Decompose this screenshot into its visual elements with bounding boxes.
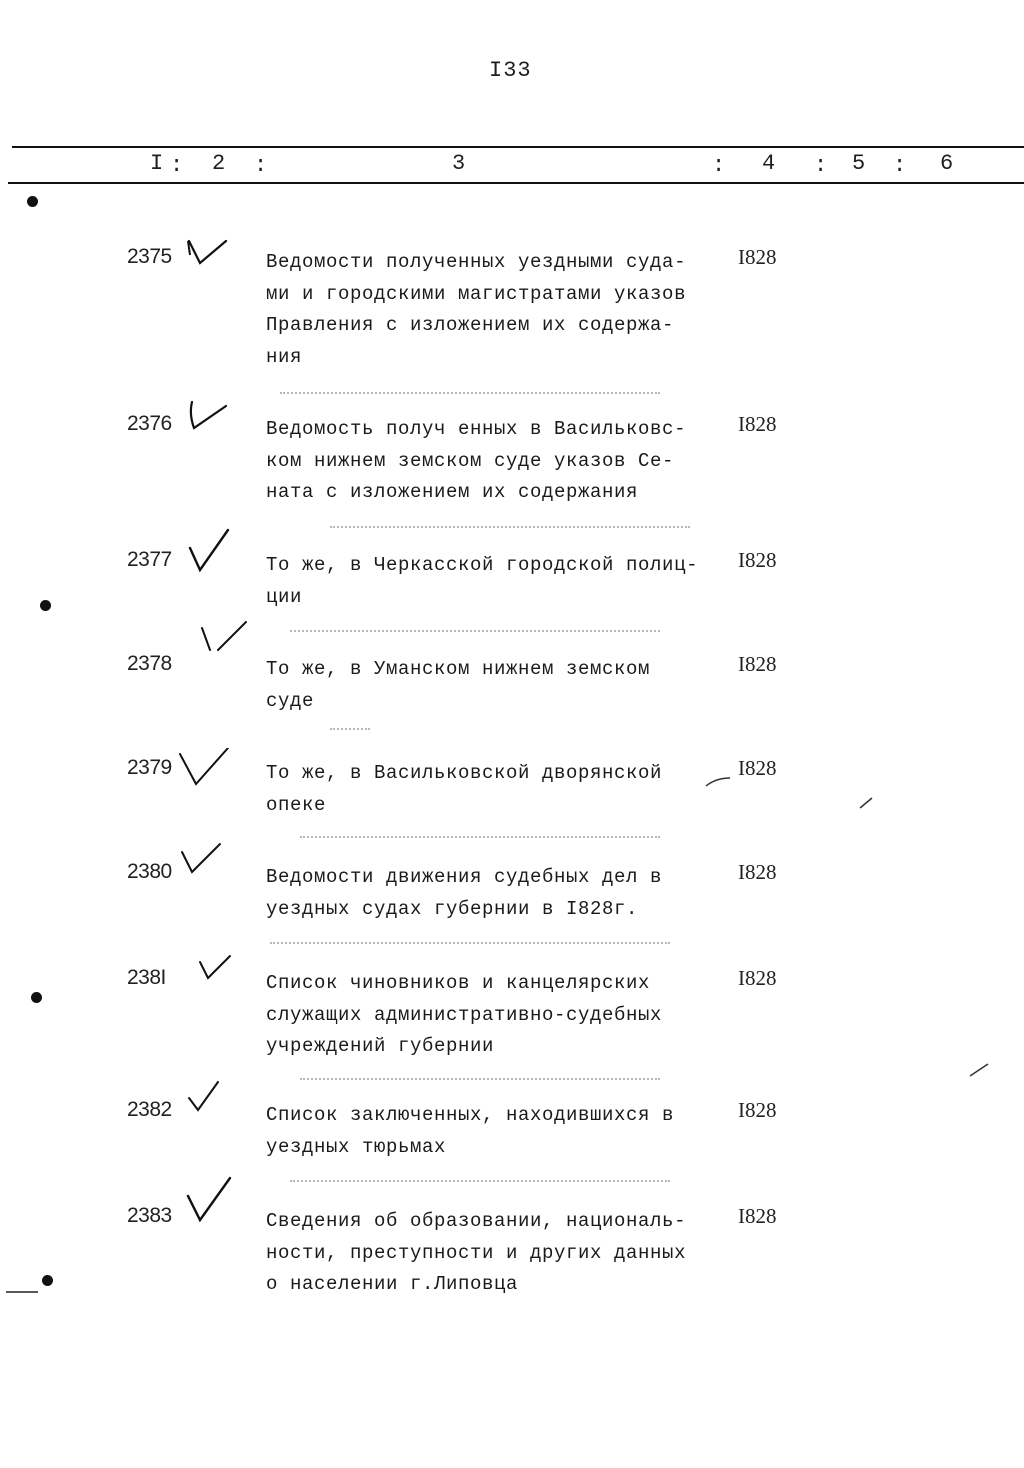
- checkmark-icon: [196, 620, 256, 664]
- row-divider: [300, 1078, 660, 1080]
- record-title: Ведомости полученных уездными суда- ми и городскими магистратами указов Правления с изложением их содержа- ния: [266, 251, 687, 368]
- record-title: То же, в Черкасской городской полиц- ции: [266, 554, 699, 608]
- record-number: 2376: [127, 412, 172, 435]
- column-header-3: 3: [452, 151, 466, 176]
- record-title: Сведения об образовании, националь- ности, преступности и других данных о населении г.Липовца: [266, 1210, 687, 1295]
- record-number: 2377: [127, 548, 172, 571]
- row-divider: [300, 836, 660, 838]
- checkmark-icon: [186, 1080, 226, 1120]
- record-title: Ведомость получ енных в Васильковс- ком нижнем земском суде указов Се- ната с изложением их содержания: [266, 418, 687, 503]
- checkmark-icon: [184, 1174, 234, 1230]
- record-number: 2375: [127, 245, 172, 268]
- row-divider: [290, 1180, 670, 1182]
- record-title: Список заключенных, находившихся в уездных тюрьмах: [266, 1104, 675, 1158]
- record-number: 238I: [127, 966, 166, 989]
- margin-dash-mark: [4, 1288, 40, 1296]
- record-number: 2383: [127, 1204, 172, 1227]
- column-separator: :: [254, 153, 268, 178]
- record-year: I828: [738, 966, 777, 990]
- record-year: I828: [738, 1098, 777, 1122]
- header-bottom-rule: [8, 182, 1024, 184]
- checkmark-icon: [196, 954, 236, 988]
- column-header-5: 5: [852, 151, 866, 176]
- record-number: 2378: [127, 652, 172, 675]
- record-year: I828: [738, 548, 777, 572]
- record-title: То же, в Уманском нижнем земском суде: [266, 658, 651, 712]
- record-title: Список чиновников и канцелярских служащих административно-судебных учреждений губернии: [266, 972, 663, 1057]
- checkmark-icon: [178, 840, 224, 884]
- margin-tick-mark: [704, 774, 732, 788]
- record-number: 2380: [127, 860, 172, 883]
- record-year: I828: [738, 756, 777, 780]
- row-divider: [330, 526, 690, 528]
- header-top-rule: [12, 146, 1024, 148]
- checkmark-icon: [186, 237, 230, 273]
- row-divider: [280, 392, 660, 394]
- record-year: I828: [738, 860, 777, 884]
- row-divider: [330, 728, 370, 730]
- column-separator: :: [893, 153, 907, 178]
- record-year: I828: [738, 412, 777, 436]
- checkmark-icon: [176, 748, 232, 792]
- column-separator: :: [814, 153, 828, 178]
- binder-hole: [40, 600, 51, 611]
- binder-hole: [27, 196, 38, 207]
- record-year: I828: [738, 1204, 777, 1228]
- margin-tick-mark: [968, 1062, 990, 1078]
- margin-tick-mark: [858, 796, 874, 810]
- binder-hole: [42, 1275, 53, 1286]
- record-year: I828: [738, 245, 777, 269]
- column-header-2: 2: [212, 151, 226, 176]
- page-number: I33: [489, 58, 532, 83]
- row-divider: [270, 942, 670, 944]
- column-header-1: I: [150, 151, 164, 176]
- record-year: I828: [738, 652, 777, 676]
- column-separator: :: [170, 153, 184, 178]
- row-divider: [290, 630, 660, 632]
- record-title: Ведомости движения судебных дел в уездных судах губернии в I828г.: [266, 866, 663, 920]
- column-separator: :: [712, 153, 726, 178]
- column-header-4: 4: [762, 151, 776, 176]
- record-number: 2382: [127, 1098, 172, 1121]
- record-number: 2379: [127, 756, 172, 779]
- checkmark-icon: [186, 398, 230, 442]
- checkmark-icon: [186, 526, 232, 578]
- column-header-6: 6: [940, 151, 954, 176]
- record-title: То же, в Васильковской дворянской опеке: [266, 762, 663, 816]
- binder-hole: [31, 992, 42, 1003]
